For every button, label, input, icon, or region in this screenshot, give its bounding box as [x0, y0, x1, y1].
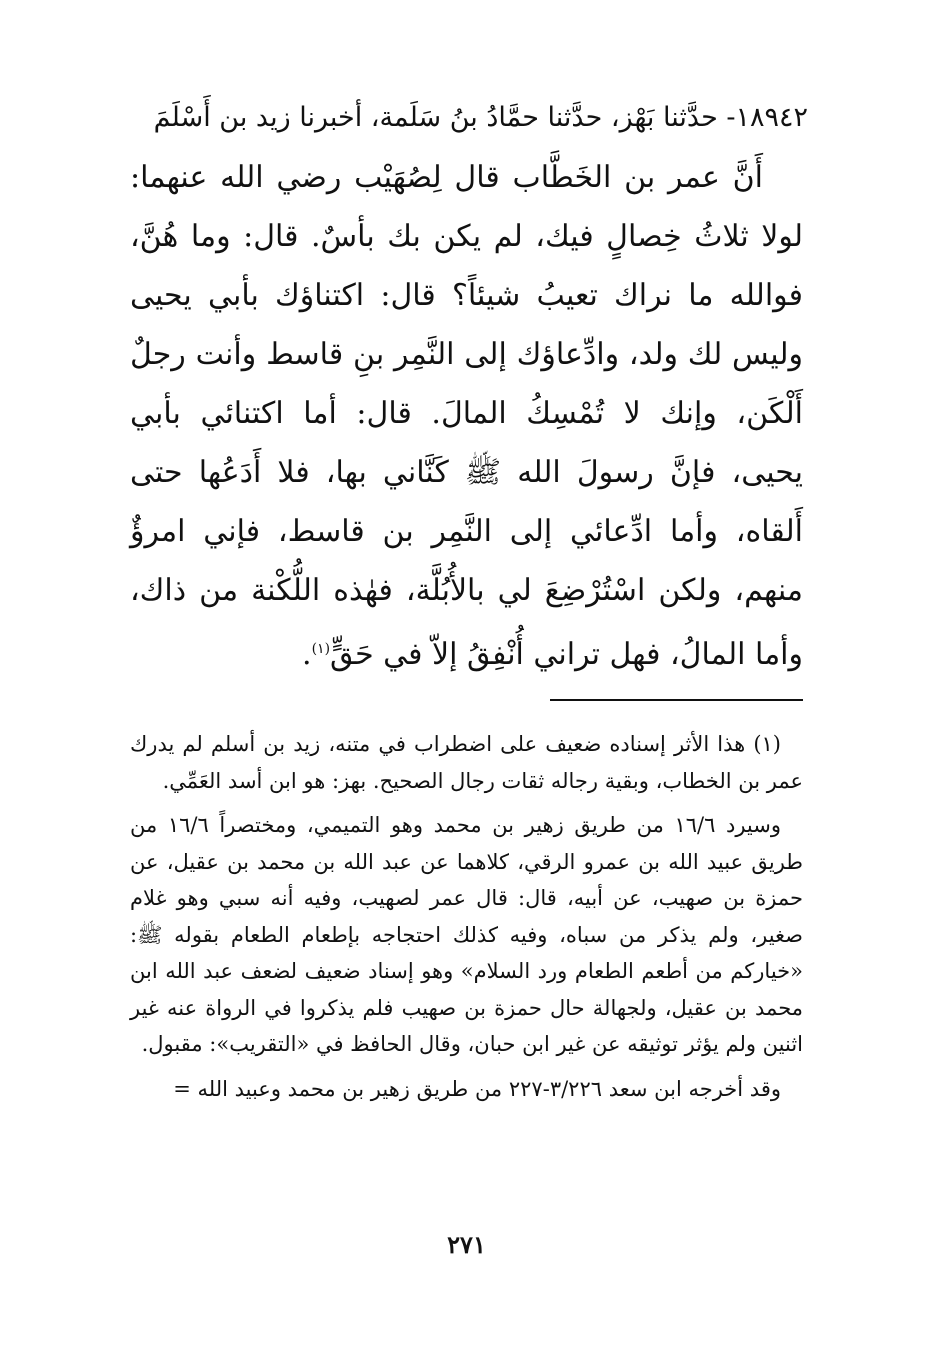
footnote-marker: (١) — [311, 641, 331, 657]
hadith-matn — [130, 148, 803, 684]
footnote-paragraph-2: وسيرد ١٦/٦ من طريق زهير بن محمد وهو التميمي، ومختصراً ١٦/٦ من طريق عبيد الله بن عمرو الرقي، كلاهما عن عبد الله بن محمد بن عقيل، عن حمزة بن صهيب، عن أبيه، قال: قال عمر لصهيب، وفيه أنه سبي وهو غلام صغير، ولم يذكر من سباه، وفيه كذلك احتجاجه بإطعام الطعام بقوله ﷺ: «خياركم من أطعم الطعام ورد السلام» وهو إسناد ضعيف لضعف عبد الله ابن محمد بن عقيل، ولجهالة حال حمزة بن صهيب فلم يذكروا في الرواة عنه غير اثنين ولم يؤثر توثيقه عن غير ابن حبان، وقال الحافظ في «التقريب»: مقبول. — [130, 813, 803, 1056]
hadith-end-mark: . — [302, 637, 312, 672]
hadith-isnad-text: ١٨٩٤٢- حدَّثنا بَهْز، حدَّثنا حمَّادُ بنُ سَلَمة، أخبرنا زيد بن أَسْلَمَ — [153, 102, 808, 133]
footnote-paragraph-1: (١) هذا الأثر إسناده ضعيف على اضطراب في متنه، زيد بن أسلم لم يدرك عمر بن الخطاب، وبقية رجاله ثقات رجال الصحيح. بهز: هو ابن أسد العَمِّي. — [130, 732, 803, 793]
footnote-divider — [550, 699, 803, 701]
hadith-isnad-line — [130, 96, 808, 140]
hadith-text: أَنَّ عمر بن الخَطَّاب قال لِصُهَيْب رضي الله عنهما: لولا ثلاثُ خِصالٍ فيك، لم يكن بك بأسٌ. قال: وما هُنَّ، فوالله ما نراك تعيبُ شيئاً؟ قال: اكتناؤك بأبي يحيى وليس لك ولد، وادِّعاؤك إلى النَّمِر بنِ قاسط وأنت رجلٌ أَلْكَن، وإنك لا تُمْسِكُ المالَ. قال: أما اكتنائي بأبي يحيى، فإنَّ رسولَ الله ﷺ كَنَّاني بها، فلا أَدَعُها حتى أَلقاه، وأما ادِّعائي إلى النَّمِر بن قاسط، فإني امرؤٌ منهم، ولكن اسْتُرْضِعَ لي بالأُبُلَّة، فهٰذه اللُّكْنة من ذاك، وأما المالُ، فهل تراني أُنْفِقُ إلاّ في حَقٍّ — [130, 160, 803, 672]
footnotes-section — [130, 726, 803, 1107]
hadith-text-paragraph — [130, 148, 803, 684]
footnote-paragraph-3: وقد أخرجه ابن سعد ٣/٢٢٦-٢٢٧ من طريق زهير بن محمد وعبيد الله = — [173, 1076, 781, 1101]
page-number: ٢٧١ — [447, 1230, 486, 1259]
